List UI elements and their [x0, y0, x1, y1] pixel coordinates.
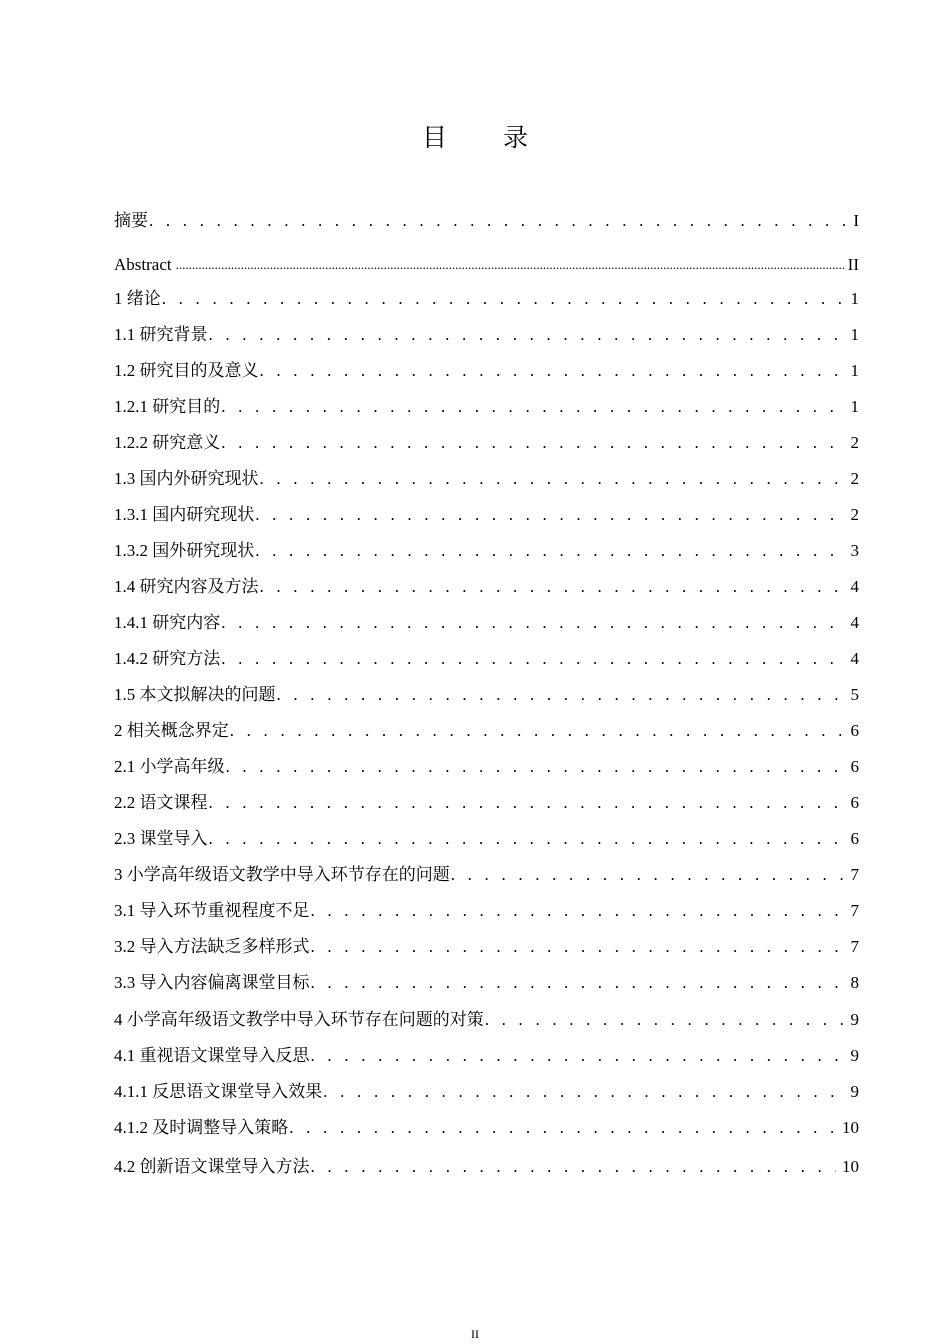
toc-entry[interactable] — [114, 282, 859, 310]
dot-leader — [176, 254, 845, 276]
toc-entry-page: 9 — [850, 1010, 859, 1029]
toc-entry-label: Abstract — [114, 255, 172, 274]
toc-entry-label: 1.2 研究目的及意义 — [114, 361, 259, 380]
dot-leader — [277, 684, 845, 706]
toc-entry-label: 1.3 国内外研究现状 — [114, 469, 259, 488]
toc-entry[interactable] — [114, 1039, 859, 1067]
toc-entry[interactable] — [114, 786, 859, 814]
toc-entry-page: 6 — [850, 721, 859, 740]
dot-leader — [226, 756, 845, 778]
toc-entry[interactable] — [114, 714, 859, 742]
page-number-footer: II — [471, 1327, 479, 1341]
toc-entry-label: 1.5 本文拟解决的问题 — [114, 685, 276, 704]
dot-leader — [221, 396, 844, 418]
toc-entry-label: 1.3.2 国外研究现状 — [114, 541, 255, 560]
dot-leader — [221, 648, 844, 670]
toc-entry[interactable] — [114, 1003, 859, 1031]
toc-entry-label: 1.4.2 研究方法 — [114, 649, 221, 668]
toc-entry-page: 8 — [850, 973, 859, 992]
toc-entry[interactable] — [114, 1111, 859, 1139]
toc-entry[interactable] — [114, 678, 859, 706]
dot-leader — [485, 1009, 845, 1031]
toc-entry-label: 1.3.1 国内研究现状 — [114, 505, 255, 524]
dot-leader — [255, 540, 844, 562]
toc-entry-label: 2.2 语文课程 — [114, 793, 208, 812]
toc-entry[interactable] — [114, 204, 859, 232]
toc-entry[interactable] — [114, 570, 859, 598]
toc-entry-label: 4.1 重视语文课堂导入反思 — [114, 1046, 310, 1065]
toc-entry[interactable] — [114, 318, 859, 346]
toc-entry-page: 7 — [850, 901, 859, 920]
toc-entry-page: 7 — [850, 865, 859, 884]
toc-entry-label: 3.3 导入内容偏离课堂目标 — [114, 973, 310, 992]
toc-entry-label: 1.2.1 研究目的 — [114, 397, 221, 416]
toc-entry-page: 1 — [850, 289, 859, 308]
toc-entry[interactable] — [114, 822, 859, 850]
toc-entry-page: 6 — [850, 829, 859, 848]
toc-entry-label: 3.1 导入环节重视程度不足 — [114, 901, 310, 920]
dot-leader — [311, 1156, 837, 1178]
toc-entry-page: 9 — [850, 1082, 859, 1101]
toc-entry[interactable] — [114, 354, 859, 382]
toc-entry[interactable] — [114, 750, 859, 778]
toc-entry-page: 5 — [850, 685, 859, 704]
toc-entry[interactable] — [114, 1075, 859, 1103]
dot-leader — [149, 210, 847, 232]
toc-entry[interactable] — [114, 426, 859, 454]
dot-leader — [260, 576, 845, 598]
dot-leader — [289, 1117, 836, 1139]
dot-leader — [260, 360, 845, 382]
dot-leader — [209, 792, 845, 814]
toc-entry-page: 6 — [850, 793, 859, 812]
toc-entry-label: 4.1.2 及时调整导入策略 — [114, 1118, 289, 1137]
toc-entry[interactable] — [114, 534, 859, 562]
toc-entry-page: 10 — [842, 1118, 859, 1137]
toc-entry-label: 4.2 创新语文课堂导入方法 — [114, 1157, 310, 1176]
toc-entry-label: 3.2 导入方法缺乏多样形式 — [114, 937, 310, 956]
toc-entry[interactable] — [114, 498, 859, 526]
toc-entry-label: 4.1.1 反思语文课堂导入效果 — [114, 1082, 323, 1101]
toc-entry-label: 4 小学高年级语文教学中导入环节存在问题的对策 — [114, 1010, 484, 1029]
dot-leader — [255, 504, 844, 526]
dot-leader — [311, 936, 845, 958]
dot-leader — [311, 900, 845, 922]
toc-entry[interactable] — [114, 930, 859, 958]
dot-leader — [221, 612, 844, 634]
toc-entry-page: 7 — [850, 937, 859, 956]
dot-leader — [260, 468, 845, 490]
toc-entry-label: 1.4 研究内容及方法 — [114, 577, 259, 596]
toc-entry[interactable] — [114, 248, 859, 276]
toc-entry-page: 9 — [850, 1046, 859, 1065]
toc-entry[interactable] — [114, 606, 859, 634]
toc-entry-label: 1.4.1 研究内容 — [114, 613, 221, 632]
toc-entry[interactable] — [114, 858, 859, 886]
toc-entry-label: 1.1 研究背景 — [114, 325, 208, 344]
toc-entry-page: 1 — [850, 397, 859, 416]
toc-entry-label: 1.2.2 研究意义 — [114, 433, 221, 452]
toc-entry[interactable] — [114, 894, 859, 922]
toc-entry-page: 4 — [850, 649, 859, 668]
toc-entry[interactable] — [114, 462, 859, 490]
toc-entry-page: 1 — [850, 325, 859, 344]
toc-entry-page: I — [853, 211, 859, 230]
toc-entry-label: 3 小学高年级语文教学中导入环节存在的问题 — [114, 865, 450, 884]
dot-leader — [209, 828, 845, 850]
toc-entry-page: 6 — [850, 757, 859, 776]
toc-entry[interactable] — [114, 966, 859, 994]
page-title: 目 录 — [422, 123, 552, 152]
dot-leader — [311, 972, 845, 994]
dot-leader — [230, 720, 845, 742]
toc-entry-label: 2 相关概念界定 — [114, 721, 229, 740]
toc-entry[interactable] — [114, 390, 859, 418]
dot-leader — [451, 864, 845, 886]
dot-leader — [221, 432, 844, 454]
toc-entry-page: 10 — [842, 1157, 859, 1176]
toc-entry-page: 2 — [850, 505, 859, 524]
toc-entry-label: 2.3 课堂导入 — [114, 829, 208, 848]
toc-entry[interactable] — [114, 1150, 859, 1178]
dot-leader — [323, 1081, 844, 1103]
toc-entry-page: 1 — [850, 361, 859, 380]
toc-entry-page: 3 — [850, 541, 859, 560]
toc-entry-page: 4 — [850, 613, 859, 632]
toc-entry[interactable] — [114, 642, 859, 670]
toc-entry-label: 摘要 — [114, 211, 148, 230]
dot-leader — [209, 324, 845, 346]
toc-entry-page: 2 — [850, 469, 859, 488]
dot-leader — [162, 288, 845, 310]
toc-entry-page: II — [847, 255, 859, 274]
toc-entry-page: 4 — [850, 577, 859, 596]
toc-entry-page: 2 — [850, 433, 859, 452]
toc-entry-label: 2.1 小学高年级 — [114, 757, 225, 776]
dot-leader — [311, 1045, 845, 1067]
toc-entry-label: 1 绪论 — [114, 289, 161, 308]
